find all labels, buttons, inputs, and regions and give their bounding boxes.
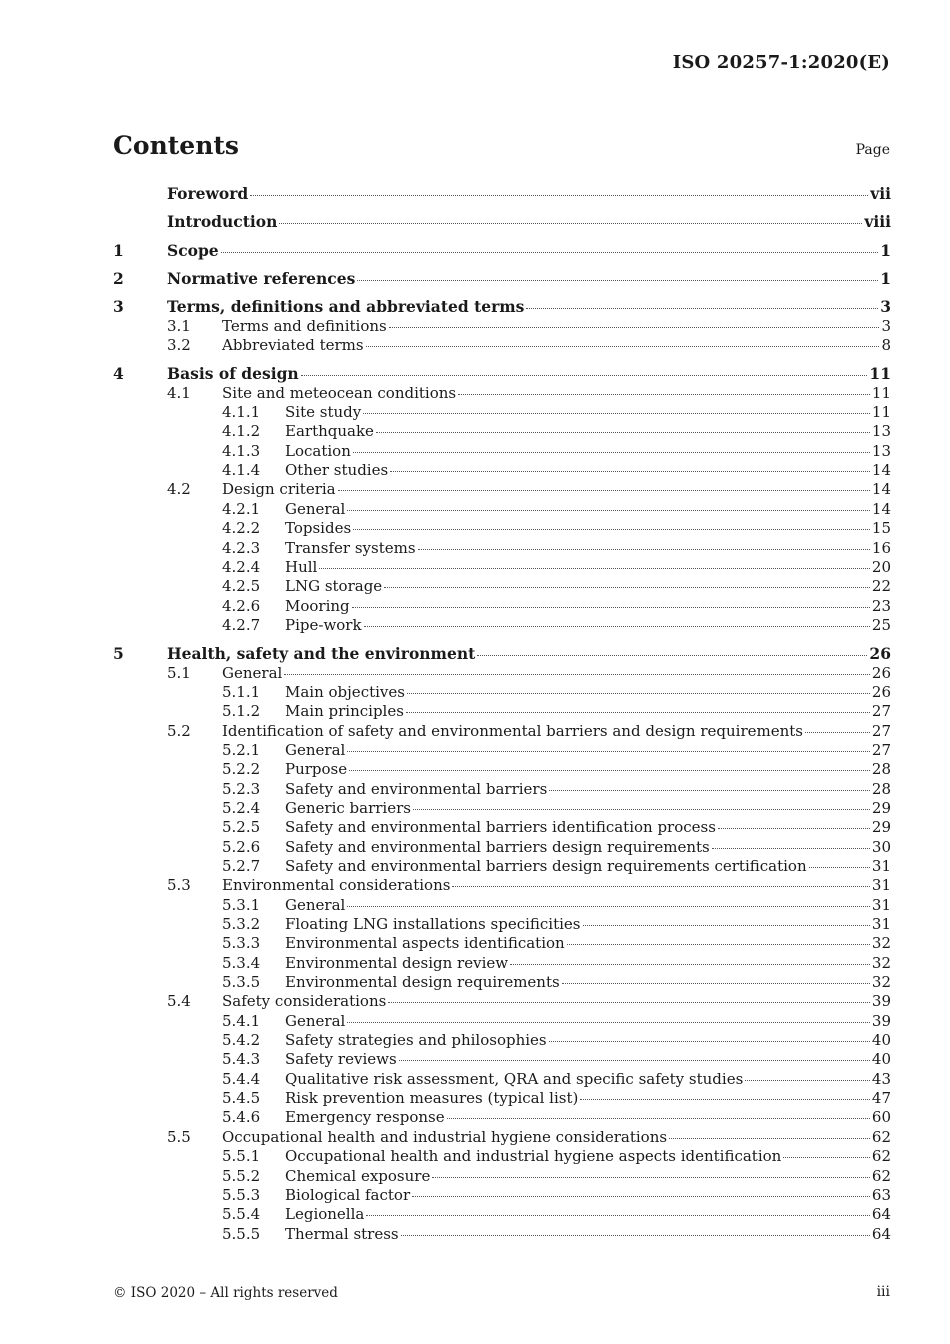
toc-entry-title: Other studies — [285, 461, 389, 480]
toc-entry-title: Environmental design requirements — [285, 973, 560, 992]
toc-entry-number: 5.5.1 — [222, 1147, 261, 1166]
toc-entry-title: Emergency response — [285, 1108, 445, 1127]
toc-entry-number: 4.2.4 — [222, 557, 261, 576]
toc-entry-number: 4.2.7 — [222, 615, 261, 634]
toc-entry-number: 5.2.6 — [222, 837, 261, 856]
dot-leader — [809, 866, 870, 868]
toc-entry-number: 5.1 — [167, 663, 191, 682]
toc-entry-title: Floating LNG installations specificities — [285, 915, 581, 934]
dot-leader — [562, 982, 870, 984]
toc-entry[interactable] — [113, 876, 891, 895]
toc-entry-page: 32 — [871, 973, 891, 992]
toc-entry-number: 5.4.3 — [222, 1050, 261, 1069]
toc-entry-title: Environmental considerations — [222, 876, 451, 895]
toc-entry-number: 5.2.5 — [222, 818, 261, 837]
toc-entry-title: General — [285, 740, 346, 759]
toc-entry-number: 5.3 — [167, 876, 191, 895]
toc-entry-page: 3 — [880, 297, 891, 317]
toc-entry-number: 1 — [113, 240, 124, 260]
toc-entry-title: Topsides — [285, 519, 352, 538]
toc-entry-number: 4.2.2 — [222, 519, 261, 538]
toc-entry[interactable] — [113, 1205, 891, 1224]
toc-entry-title: Introduction — [167, 212, 278, 232]
toc-entry-page: 62 — [871, 1147, 891, 1166]
toc-entry-page: 1 — [880, 240, 891, 260]
toc-entry-title: Basis of design — [167, 364, 299, 384]
toc-entry-page: 63 — [871, 1185, 891, 1204]
dot-leader — [549, 1040, 870, 1042]
toc-entry-page: 11 — [871, 403, 891, 422]
toc-entry[interactable] — [113, 336, 891, 355]
dot-leader — [389, 326, 880, 328]
toc-entry[interactable] — [113, 1070, 891, 1089]
toc-entry-number: 5.3.2 — [222, 915, 261, 934]
dot-leader — [526, 307, 878, 309]
toc-entry-page: 20 — [871, 557, 891, 576]
dot-leader — [399, 1059, 870, 1061]
toc-entry[interactable] — [113, 644, 891, 663]
toc-entry[interactable] — [113, 915, 891, 934]
toc-entry-page: 31 — [871, 857, 891, 875]
toc-entry[interactable] — [113, 297, 891, 316]
toc-entry-number: 5.2.3 — [222, 779, 261, 798]
toc-entry[interactable] — [113, 384, 891, 403]
toc-entry[interactable] — [113, 973, 891, 992]
toc-entry-page: 64 — [871, 1205, 891, 1224]
dot-leader — [353, 528, 870, 530]
toc-entry-page: 13 — [871, 441, 891, 460]
toc-entry[interactable] — [113, 519, 891, 538]
toc-entry-number: 5.2 — [167, 721, 191, 740]
toc-entry-page: 39 — [871, 992, 891, 1011]
dot-leader — [347, 509, 870, 511]
toc-entry-number: 5.5.5 — [222, 1224, 261, 1243]
toc-entry-page: 26 — [871, 663, 891, 682]
dot-leader — [347, 750, 870, 752]
dot-leader — [301, 374, 868, 376]
toc-entry-page: 39 — [871, 1011, 891, 1030]
toc-entry-number: 5.5 — [167, 1127, 191, 1146]
toc-entry-number: 5.4.5 — [222, 1089, 261, 1108]
toc-entry-title: Normative references — [167, 269, 356, 289]
toc-entry-number: 5.5.3 — [222, 1185, 261, 1204]
toc-entry[interactable] — [113, 992, 891, 1011]
toc-entry-title: Earthquake — [285, 422, 374, 441]
toc-entry-title: Safety and environmental barriers design requirements — [285, 837, 710, 856]
dot-leader — [390, 470, 870, 472]
toc-entry-number: 5.2.2 — [222, 760, 261, 779]
toc-entry[interactable] — [113, 1186, 891, 1205]
dot-leader — [352, 606, 870, 608]
dot-leader — [580, 1098, 870, 1100]
toc-entry-page: 47 — [871, 1089, 891, 1108]
toc-entry-page: 8 — [881, 336, 891, 355]
toc-entry-title: Terms, definitions and abbreviated terms — [167, 297, 525, 317]
toc-entry-page: 31 — [871, 895, 891, 914]
toc-entry-number: 5.3.4 — [222, 953, 261, 972]
toc-entry-number: 5.4.2 — [222, 1031, 261, 1050]
dot-leader — [745, 1079, 870, 1081]
toc-entry-number: 4.1.3 — [222, 441, 261, 460]
dot-leader — [718, 827, 870, 829]
toc-entry-page: viii — [864, 212, 891, 232]
toc-entry-title: Thermal stress — [285, 1224, 399, 1243]
toc-entry[interactable] — [113, 1089, 891, 1108]
toc-entry[interactable] — [113, 1147, 891, 1166]
toc-entry-title: Occupational health and industrial hygiene considerations — [222, 1127, 668, 1146]
dot-leader — [384, 586, 870, 588]
toc-entry-number: 5.3.1 — [222, 895, 261, 914]
toc-entry-title: Identification of safety and environmental barriers and design requirements — [222, 721, 803, 740]
dot-leader — [712, 847, 870, 849]
dot-leader — [413, 808, 870, 810]
dot-leader — [357, 279, 878, 281]
toc-entry-page: 3 — [881, 316, 891, 335]
toc-entry-title: Biological factor — [285, 1185, 411, 1204]
toc-entry-page: 14 — [871, 480, 891, 499]
toc-entry-number: 4.1 — [167, 383, 191, 402]
dot-leader — [366, 1214, 870, 1216]
toc-entry[interactable] — [113, 1225, 891, 1244]
toc-entry-title: Terms and definitions — [222, 316, 387, 335]
toc-entry-title: Site and meteocean conditions — [222, 383, 457, 402]
dot-leader — [388, 1001, 870, 1003]
toc-entry-title: Safety considerations — [222, 992, 387, 1011]
toc-entry[interactable] — [113, 269, 891, 288]
dot-leader — [366, 345, 880, 347]
toc-entry-page: 40 — [871, 1050, 891, 1069]
toc-entry-title: Chemical exposure — [285, 1166, 431, 1185]
toc-entry-title: Transfer systems — [285, 538, 416, 557]
toc-entry-page: 14 — [871, 499, 891, 518]
toc-entry[interactable] — [113, 597, 891, 616]
dot-leader — [432, 1176, 870, 1178]
toc-entry-title: Risk prevention measures (typical list) — [285, 1089, 579, 1108]
toc-entry[interactable] — [113, 664, 891, 683]
toc-entry-title: General — [222, 663, 283, 682]
toc-entry-page: 23 — [871, 596, 891, 615]
toc-entry-title: Location — [285, 441, 351, 460]
footer-page-number: iii — [876, 1284, 890, 1300]
toc-entry-page: 27 — [871, 702, 891, 721]
toc-entry[interactable] — [113, 1167, 891, 1186]
dot-leader — [376, 431, 870, 433]
dot-leader — [477, 654, 867, 656]
dot-leader — [783, 1156, 870, 1158]
toc-entry-number: 4 — [113, 364, 124, 384]
page-column-label: Page — [855, 142, 890, 158]
toc-entry-number: 5.3.5 — [222, 973, 261, 992]
toc-entry-number: 4.1.4 — [222, 461, 261, 480]
toc-entry-page: 31 — [871, 876, 891, 895]
toc-entry-number: 5 — [113, 644, 124, 664]
dot-leader — [401, 1234, 870, 1236]
toc-entry-page: 31 — [871, 915, 891, 934]
toc-entry-title: Occupational health and industrial hygiene aspects identification — [285, 1147, 782, 1166]
toc-entry-page: 29 — [871, 798, 891, 817]
copyright-notice: © ISO 2020 – All rights reserved — [113, 1285, 338, 1301]
toc-entry[interactable] — [113, 760, 891, 779]
toc-entry-page: 32 — [871, 934, 891, 953]
dot-leader — [221, 251, 879, 253]
dot-leader — [510, 963, 870, 965]
toc-entry-page: 15 — [871, 519, 891, 538]
toc-entry-number: 4.2.3 — [222, 538, 261, 557]
toc-entry-page: 16 — [871, 538, 891, 557]
toc-entry-title: Legionella — [285, 1205, 365, 1224]
toc-entry[interactable] — [113, 857, 891, 876]
toc-entry-number: 4.2.1 — [222, 499, 261, 518]
dot-leader — [583, 924, 870, 926]
toc-entry-title: Safety reviews — [285, 1050, 397, 1069]
toc-entry[interactable] — [113, 317, 891, 336]
toc-entry-number: 5.1.2 — [222, 702, 261, 721]
dot-leader — [364, 625, 870, 627]
toc-entry[interactable] — [113, 1108, 891, 1127]
toc-entry[interactable] — [113, 741, 891, 760]
dot-leader — [349, 769, 870, 771]
toc-entry[interactable] — [113, 683, 891, 702]
toc-entry[interactable] — [113, 780, 891, 799]
toc-entry-number: 5.2.4 — [222, 798, 261, 817]
toc-entry[interactable] — [113, 722, 891, 741]
toc-entry-page: vii — [870, 184, 891, 203]
toc-entry-number: 3.2 — [167, 336, 191, 355]
toc-entry[interactable] — [113, 934, 891, 953]
toc-entry[interactable] — [113, 539, 891, 558]
toc-entry[interactable] — [113, 818, 891, 837]
dot-leader — [347, 1021, 870, 1023]
dot-leader — [567, 943, 870, 945]
toc-entry-title: Safety strategies and philosophies — [285, 1031, 547, 1050]
toc-entry-title: Site study — [285, 403, 362, 422]
toc-entry-number: 5.4.1 — [222, 1011, 261, 1030]
dot-leader — [250, 194, 868, 196]
toc-entry-title: Foreword — [167, 184, 249, 203]
toc-entry[interactable] — [113, 616, 891, 635]
toc-entry-title: Environmental aspects identification — [285, 934, 565, 953]
toc-entry-title: General — [285, 1011, 346, 1030]
dot-leader — [549, 789, 870, 791]
dot-leader — [406, 711, 870, 713]
toc-entry[interactable] — [113, 364, 891, 383]
toc-entry-number: 4.1.1 — [222, 403, 261, 422]
toc-entry-number: 5.4.6 — [222, 1108, 261, 1127]
dot-leader — [418, 548, 870, 550]
toc-entry-number: 5.2.7 — [222, 857, 261, 875]
toc-entry-page: 11 — [869, 364, 891, 384]
toc-entry-page: 26 — [869, 644, 891, 664]
toc-entry[interactable] — [113, 461, 891, 480]
toc-entry[interactable] — [113, 212, 891, 231]
toc-entry-title: Generic barriers — [285, 798, 411, 817]
toc-entry-title: Main principles — [285, 702, 404, 721]
toc-entry-title: Scope — [167, 240, 219, 260]
toc-entry-title: Safety and environmental barriers — [285, 779, 548, 798]
toc-entry-number: 5.3.3 — [222, 934, 261, 953]
table-of-contents — [113, 184, 891, 1244]
toc-entry-page: 64 — [871, 1224, 891, 1243]
dot-leader — [407, 692, 870, 694]
toc-entry-page: 1 — [880, 269, 891, 289]
toc-entry[interactable] — [113, 480, 891, 499]
dot-leader — [319, 567, 870, 569]
dot-leader — [284, 673, 870, 675]
toc-entry-page: 32 — [871, 953, 891, 972]
toc-entry[interactable] — [113, 1050, 891, 1069]
toc-entry-title: Purpose — [285, 760, 348, 779]
toc-entry-number: 3 — [113, 297, 124, 317]
toc-entry-title: Safety and environmental barriers design requirements certification — [285, 857, 807, 875]
toc-entry-title: Health, safety and the environment — [167, 644, 476, 664]
toc-entry-page: 60 — [871, 1108, 891, 1127]
toc-entry[interactable] — [113, 241, 891, 260]
toc-entry[interactable] — [113, 403, 891, 422]
toc-entry-page: 29 — [871, 818, 891, 837]
page-title: Contents — [113, 131, 240, 160]
toc-entry-page: 27 — [871, 721, 891, 740]
toc-entry[interactable] — [113, 799, 891, 818]
dot-leader — [347, 905, 870, 907]
toc-entry-title: General — [285, 499, 346, 518]
toc-entry-page: 22 — [871, 577, 891, 596]
dot-leader — [412, 1195, 870, 1197]
toc-entry-title: Abbreviated terms — [222, 336, 364, 355]
dot-leader — [447, 1117, 870, 1119]
toc-entry-title: Environmental design review — [285, 953, 509, 972]
toc-entry-page: 26 — [871, 682, 891, 701]
toc-entry[interactable] — [113, 500, 891, 519]
toc-entry-number: 2 — [113, 269, 124, 289]
toc-entry-number: 3.1 — [167, 316, 191, 335]
toc-entry-number: 5.5.2 — [222, 1166, 261, 1185]
toc-entry-page: 14 — [871, 461, 891, 480]
dot-leader — [805, 731, 870, 733]
dot-leader — [458, 393, 870, 395]
document-id: ISO 20257-1:2020(E) — [672, 52, 890, 73]
toc-entry-number: 5.4 — [167, 992, 191, 1011]
dot-leader — [353, 451, 870, 453]
toc-entry-title: General — [285, 895, 346, 914]
dot-leader — [338, 489, 870, 491]
toc-entry-title: Safety and environmental barriers identification process — [285, 818, 716, 837]
toc-entry-number: 5.2.1 — [222, 740, 261, 759]
toc-entry-page: 62 — [871, 1127, 891, 1146]
toc-entry-number: 5.5.4 — [222, 1205, 261, 1224]
dot-leader — [279, 222, 862, 224]
toc-entry-page: 28 — [871, 779, 891, 798]
toc-entry-number: 4.2.5 — [222, 577, 261, 596]
toc-entry-number: 5.1.1 — [222, 682, 261, 701]
toc-entry-number: 4.2.6 — [222, 596, 261, 615]
dot-leader — [669, 1137, 870, 1139]
toc-entry[interactable] — [113, 954, 891, 973]
toc-entry-page: 28 — [871, 760, 891, 779]
toc-entry[interactable] — [113, 702, 891, 721]
toc-entry-title: Mooring — [285, 596, 350, 615]
toc-entry-title: Qualitative risk assessment, QRA and specific safety studies — [285, 1069, 744, 1088]
toc-entry[interactable] — [113, 184, 891, 203]
toc-entry-title: Design criteria — [222, 480, 336, 499]
toc-entry-page: 30 — [871, 837, 891, 856]
toc-entry[interactable] — [113, 558, 891, 577]
toc-entry-title: LNG storage — [285, 577, 383, 596]
toc-entry-page: 25 — [871, 615, 891, 634]
toc-entry[interactable] — [113, 577, 891, 596]
toc-entry-page: 11 — [871, 383, 891, 402]
toc-entry-number: 4.2 — [167, 480, 191, 499]
toc-entry[interactable] — [113, 838, 891, 857]
toc-entry[interactable] — [113, 442, 891, 461]
toc-entry-title: Main objectives — [285, 682, 405, 701]
toc-entry[interactable] — [113, 896, 891, 915]
toc-entry-number: 5.4.4 — [222, 1069, 261, 1088]
toc-entry-page: 27 — [871, 740, 891, 759]
toc-entry-page: 62 — [871, 1166, 891, 1185]
toc-entry-title: Hull — [285, 557, 318, 576]
dot-leader — [363, 412, 870, 414]
toc-entry-page: 40 — [871, 1031, 891, 1050]
toc-entry[interactable] — [113, 1012, 891, 1031]
dot-leader — [452, 885, 869, 887]
toc-entry-title: Pipe-work — [285, 615, 362, 634]
toc-entry[interactable] — [113, 1031, 891, 1050]
toc-entry-page: 13 — [871, 422, 891, 441]
toc-entry-number: 4.1.2 — [222, 422, 261, 441]
toc-entry[interactable] — [113, 422, 891, 441]
toc-entry[interactable] — [113, 1128, 891, 1147]
toc-entry-page: 43 — [871, 1069, 891, 1088]
